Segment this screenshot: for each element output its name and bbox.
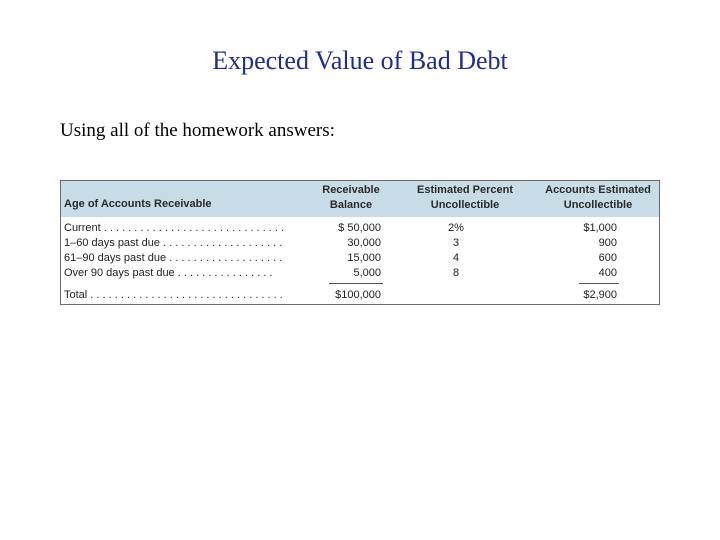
page-subtitle: Using all of the homework answers: <box>60 120 335 141</box>
row-estimated: $1,000 <box>583 222 617 234</box>
row-estimated: 900 <box>598 237 617 249</box>
balance-subtotal-rule <box>329 283 383 284</box>
header-age: Age of Accounts Receivable <box>64 198 212 210</box>
row-balance: 15,000 <box>347 252 381 264</box>
row-percent: 4 <box>452 252 460 264</box>
row-balance: $ 50,000 <box>338 222 381 234</box>
header-percent: Estimated Percent Uncollectible <box>417 184 513 211</box>
table-row <box>61 221 659 236</box>
aging-table <box>60 180 660 305</box>
row-age: 61–90 days past due . . . . . . . . . . . . . . . . . . . <box>64 252 283 264</box>
table-row <box>61 266 659 281</box>
table-row <box>61 236 659 251</box>
row-estimated: 400 <box>598 267 617 279</box>
row-estimated: 600 <box>598 252 617 264</box>
row-percent: 3 <box>452 237 460 249</box>
table-row <box>61 251 659 266</box>
row-balance: 30,000 <box>347 237 381 249</box>
row-age: Over 90 days past due . . . . . . . . . . . . . . . . <box>64 267 273 279</box>
row-age: Current . . . . . . . . . . . . . . . . . . . . . . . . . . . . . . <box>64 222 285 234</box>
header-balance: Receivable Balance <box>322 184 380 211</box>
total-balance: $100,000 <box>335 289 381 301</box>
total-label: Total . . . . . . . . . . . . . . . . . . . . . . . . . . . . . . . . <box>64 289 283 301</box>
table-header <box>61 181 659 217</box>
row-age: 1–60 days past due . . . . . . . . . . . . . . . . . . . . <box>64 237 283 249</box>
row-percent: 8 <box>452 267 460 279</box>
row-balance: 5,000 <box>353 267 381 279</box>
header-estimated: Accounts Estimated Uncollectible <box>545 184 651 211</box>
total-row <box>61 288 659 303</box>
estimated-subtotal-rule <box>579 283 619 284</box>
row-percent: 2% <box>448 222 464 234</box>
page-title: Expected Value of Bad Debt <box>212 46 508 75</box>
total-estimated: $2,900 <box>583 289 617 301</box>
